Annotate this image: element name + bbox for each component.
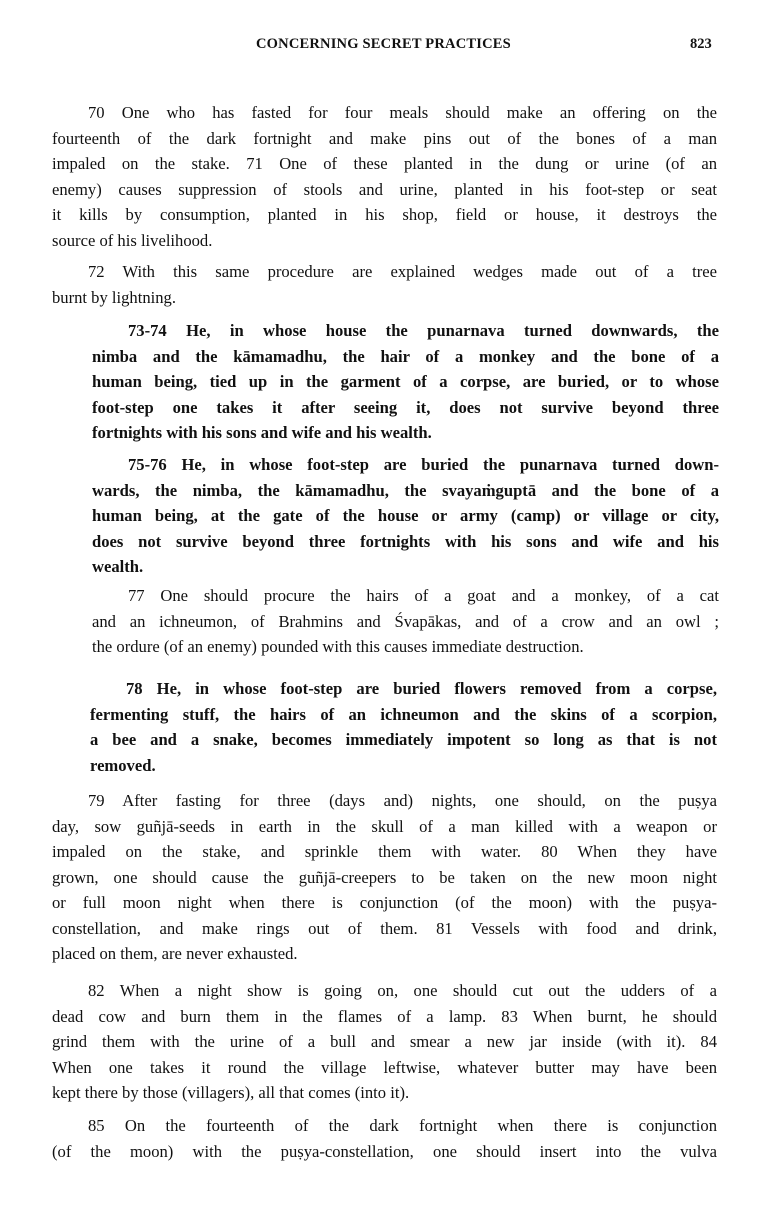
paragraph-72 [52,259,717,310]
text-line: grind them with the urine of a bull and smear a new jar inside (with it). 84 [52,1032,717,1051]
page-number: 823 [690,36,712,52]
text-line: constellation, and make rings out of them. 81 Vessels with food and drink, [52,918,717,938]
paragraph-78 [90,676,717,778]
text-line: human being, at the gate of the house or army (camp) or village or city, [92,506,719,525]
text-line: nimba and the kāmamadhu, the hair of a monkey and the bone of a [92,346,719,366]
text-line: (of the moon) with the puṣya-constellation, one should insert into the vulva [52,1141,717,1161]
text-line: wards, the nimba, the kāmamadhu, the svayaṁguptā and the bone of a [92,480,719,500]
text-line: the ordure (of an enemy) pounded with this causes immediate destruction. [92,637,584,656]
text-line: fortnights with his sons and wife and his wealth. [92,423,432,442]
text-line: fermenting stuff, the hairs of an ichneumon and the skins of a scorpion, [90,704,717,724]
paragraph-82-84 [52,978,717,1106]
text-line: 79 After fasting for three (days and) nights, one should, on the puṣya [88,791,717,810]
text-line: a bee and a snake, becomes immediately impotent so long as that is not [90,730,717,749]
text-line: foot-step one takes it after seeing it, does not survive beyond three [92,397,719,417]
text-line: removed. [90,755,156,775]
text-line: burnt by lightning. [52,287,176,307]
paragraph-70-71 [52,100,717,253]
text-line: 77 One should procure the hairs of a goat and a monkey, of a cat [128,586,719,605]
text-line: it kills by consumption, planted in his shop, field or house, it destroys the [52,205,717,224]
paragraph-79-81 [52,788,717,967]
text-line: dead cow and burn them in the flames of a lamp. 83 When burnt, he should [52,1006,717,1026]
text-line: kept there by those (villagers), all that comes (into it). [52,1083,410,1102]
text-line: or full moon night when there is conjunction (of the moon) with the puṣya- [52,893,717,912]
text-line: wealth. [92,557,144,576]
text-line: human being, tied up in the garment of a corpse, are buried, or to whose [92,372,719,391]
text-line: 75-76 He, in whose foot-step are buried the punarnava turned down- [128,455,719,474]
text-line: enemy) causes suppression of stools and urine, planted in his foot-step or seat [52,179,717,199]
text-line: 73-74 He, in whose house the punarnava turned downwards, the [128,321,719,340]
text-line: does not survive beyond three fortnights with his sons and wife and his [92,531,719,551]
text-line: 82 When a night show is going on, one should cut out the udders of a [88,981,717,1000]
text-line: placed on them, are never exhausted. [52,944,298,963]
text-line: 78 He, in whose foot-step are buried flowers removed from a corpse, [126,679,717,698]
text-line: day, sow guñjā-seeds in earth in the skull of a man killed with a weapon or [52,816,717,836]
text-line: When one takes it round the village leftwise, whatever butter may have been [52,1057,717,1077]
text-line: 72 With this same procedure are explained wedges made out of a tree [88,262,717,281]
paragraph-85 [52,1113,717,1164]
text-line: 70 One who has fasted for four meals should make an offering on the [88,103,717,122]
text-line: grown, one should cause the guñjā-creepers to be taken on the new moon night [52,867,717,887]
running-title: CONCERNING SECRET PRACTICES [256,36,511,52]
text-line: impaled on the stake. 71 One of these planted in the dung or urine (of an [52,154,717,173]
paragraph-75-76 [92,452,719,580]
running-header [0,36,772,60]
text-line: 85 On the fourteenth of the dark fortnight when there is conjunction [88,1116,717,1135]
paragraph-77 [92,583,719,660]
text-line: impaled on the stake, and sprinkle them with water. 80 When they have [52,842,717,861]
text-line: fourteenth of the dark fortnight and make pins out of the bones of a man [52,128,717,148]
text-line: source of his livelihood. [52,230,213,250]
text-line: and an ichneumon, of Brahmins and Śvapākas, and of a crow and an owl ; [92,611,719,631]
paragraph-73-74 [92,318,719,446]
